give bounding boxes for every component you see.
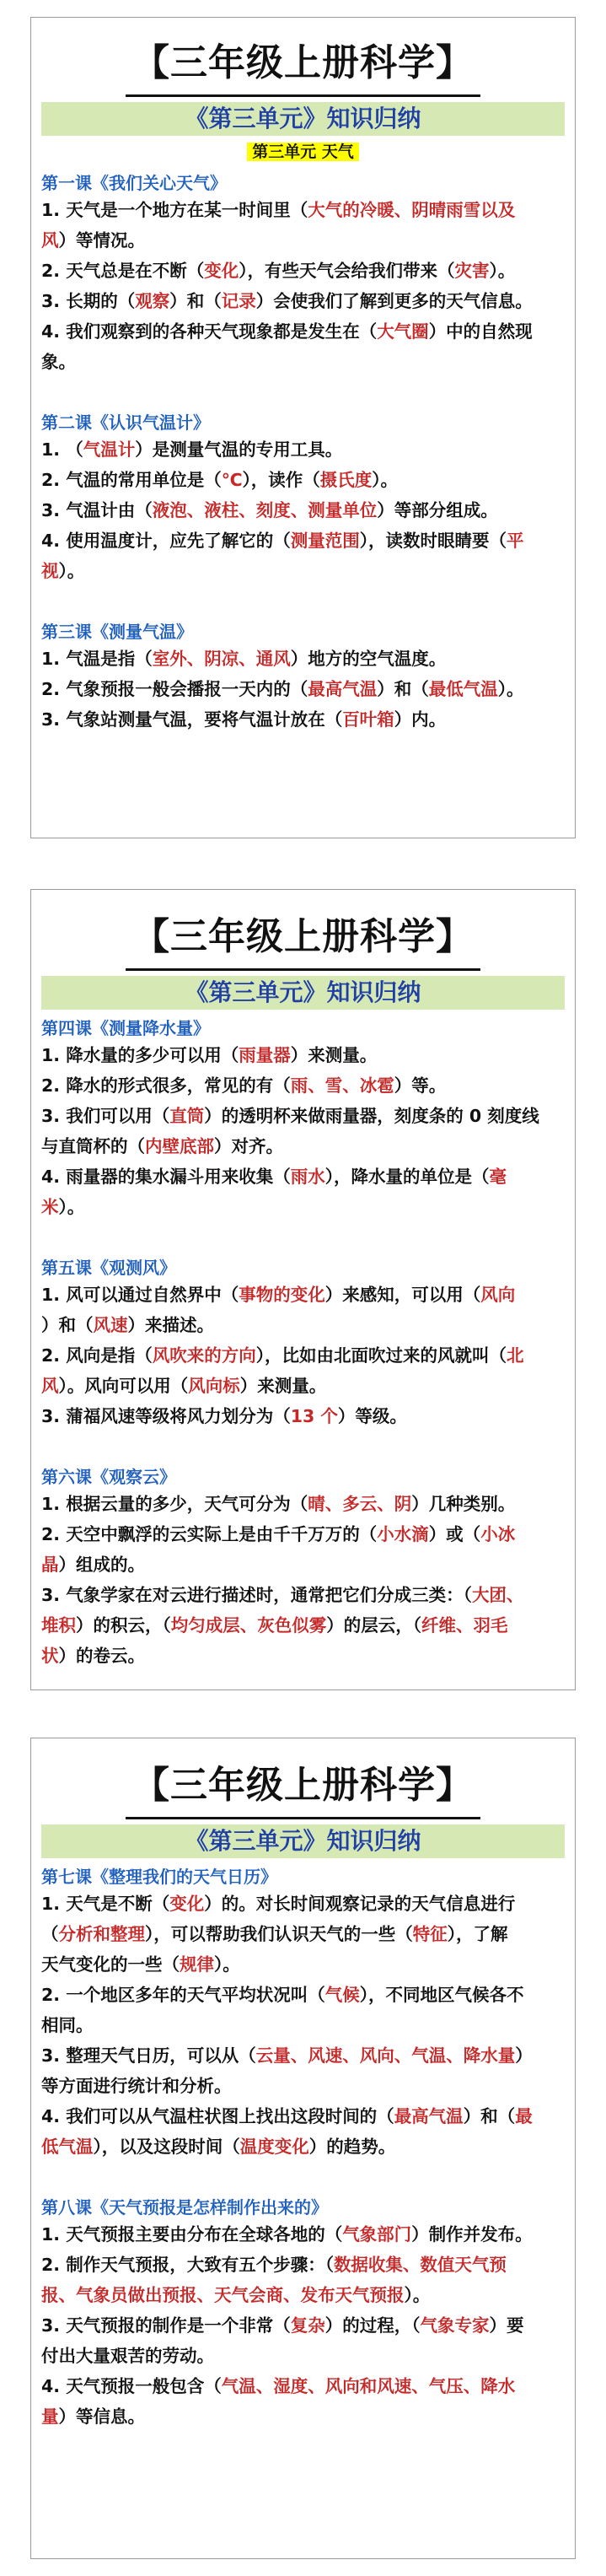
statement-text: ）等情况。 xyxy=(58,230,145,251)
knowledge-line xyxy=(41,2071,565,2101)
statement-text: ）的趋势。 xyxy=(308,2137,396,2157)
knowledge-line xyxy=(41,1101,565,1131)
statement-text: ）来描述。 xyxy=(127,1315,214,1335)
statement-text: ）。 xyxy=(497,679,524,699)
unit-badge: 第三单元 天气 xyxy=(41,139,565,164)
knowledge-line xyxy=(41,674,565,704)
statement-text: 2. 制作天气预报，大致有五个步骤：（ xyxy=(41,2255,334,2275)
knowledge-line xyxy=(41,2310,565,2341)
knowledge-line xyxy=(41,316,565,347)
statement-text: 2. 气象预报一般会播报一天内的（ xyxy=(41,679,308,699)
statement-text: 2. 天空中飘浮的云实际上是由千千万万的（ xyxy=(41,1524,378,1544)
statement-text: 1. （ xyxy=(41,439,83,460)
statement-text: ）等级。 xyxy=(337,1406,407,1426)
statement-text: ）要 xyxy=(489,2315,524,2336)
knowledge-line xyxy=(41,1519,565,1549)
statement-text: 3. 气象站测量气温，要将气温计放在（ xyxy=(41,709,343,730)
answer-text: 晶 xyxy=(41,1555,59,1575)
answer-text: 小冰 xyxy=(480,1524,516,1544)
statement-text: ）的卷云。 xyxy=(58,1646,145,1666)
answer-text: 内壁底部 xyxy=(145,1136,214,1156)
knowledge-line xyxy=(41,1070,565,1101)
answer-text: 低气温 xyxy=(41,2137,94,2157)
answer-text: 气候 xyxy=(324,1985,360,2005)
knowledge-line xyxy=(41,434,565,465)
statement-text: ）。 xyxy=(489,261,516,281)
statement-text: ），比如由北面吹过来的风就叫（ xyxy=(255,1345,507,1366)
knowledge-line xyxy=(41,2401,565,2432)
knowledge-line xyxy=(41,1889,565,1919)
answer-text: 测量范围 xyxy=(290,531,360,551)
answer-text: 风速 xyxy=(93,1315,128,1335)
statement-text: ）的透明杯来做雨量器，刻度条的 0 刻度线 xyxy=(204,1106,539,1126)
statement-text: ）和（ xyxy=(41,1315,94,1335)
answer-text: 室外、阴凉、通风 xyxy=(152,649,291,669)
statement-text: 2. 风向是指（ xyxy=(41,1345,153,1366)
statement-text: 4. 我们观察到的各种天气现象都是发生在（ xyxy=(41,321,378,342)
answer-text: 特征 xyxy=(412,1924,448,1944)
answer-text: 气温计 xyxy=(83,439,136,460)
answer-text: 变化 xyxy=(169,1894,205,1914)
statement-text: ），以及这段时间（ xyxy=(93,2137,240,2157)
page-2 xyxy=(30,889,576,1690)
knowledge-line xyxy=(41,1919,565,1949)
knowledge-line xyxy=(41,1371,565,1401)
statement-text: 与直筒杯的（ xyxy=(41,1136,145,1156)
statement-text: ）对齐。 xyxy=(214,1136,283,1156)
answer-text: 事物的变化 xyxy=(239,1285,325,1305)
statement-text: ），了解 xyxy=(447,1924,508,1944)
knowledge-line xyxy=(41,1580,565,1610)
answer-text: 最 xyxy=(515,2106,533,2126)
knowledge-line xyxy=(41,465,565,495)
statement-text: 1. 天气预报主要由分布在全球各地的（ xyxy=(41,2224,343,2245)
page-subtitle: 《第三单元》知识归纳 xyxy=(41,1824,565,1858)
statement-text: 4. 天气预报一般包含（ xyxy=(41,2376,222,2396)
statement-text: 相同。 xyxy=(41,2015,94,2035)
statement-text: 付出大量艰苦的劳动。 xyxy=(41,2346,214,2366)
statement-text: ）。 xyxy=(372,470,399,490)
knowledge-line xyxy=(41,1489,565,1519)
statement-text: ）等。 xyxy=(394,1075,447,1096)
statement-text: 3. 天气预报的制作是一个非常（ xyxy=(41,2315,291,2336)
answer-text: 量 xyxy=(41,2406,59,2427)
knowledge-line xyxy=(41,1641,565,1671)
statement-text: ）地方的空气温度。 xyxy=(290,649,447,669)
answer-text: 分析和整理 xyxy=(58,1924,145,1944)
knowledge-line xyxy=(41,1040,565,1070)
knowledge-line xyxy=(41,495,565,525)
statement-text: ）中的自然现 xyxy=(428,321,533,342)
knowledge-line xyxy=(41,1310,565,1340)
statement-text: ），降水量的单位是（ xyxy=(324,1167,490,1187)
answer-text: 米 xyxy=(41,1197,59,1217)
statement-text: 2. 气温的常用单位是（ xyxy=(41,470,222,490)
statement-text: ）的过程，（ xyxy=(324,2315,421,2336)
answer-text: 云量、风速、风向、气温、降水量 xyxy=(255,2045,516,2066)
knowledge-line xyxy=(41,256,565,286)
lesson-heading: 第七课《整理我们的天气日历》 xyxy=(41,1867,277,1887)
knowledge-line xyxy=(41,644,565,674)
knowledge-line xyxy=(41,704,565,735)
lesson-heading: 第二课《认识气温计》 xyxy=(41,412,210,433)
statement-text: 1. 气温是指（ xyxy=(41,649,153,669)
answer-text: 报、气象员做出预报、天气会商、发布天气预报 xyxy=(41,2285,405,2305)
knowledge-line xyxy=(41,2371,565,2401)
answer-text: 毫 xyxy=(489,1167,507,1187)
knowledge-line xyxy=(41,1340,565,1371)
page-subtitle: 《第三单元》知识归纳 xyxy=(41,102,565,136)
knowledge-line xyxy=(41,1980,565,2010)
answer-text: 风向标 xyxy=(188,1376,240,1396)
answer-text: 状 xyxy=(41,1646,59,1666)
statement-text: ）制作并发布。 xyxy=(411,2224,533,2245)
page-subtitle: 《第三单元》知识归纳 xyxy=(41,976,565,1010)
knowledge-line xyxy=(41,2250,565,2280)
statement-text: 1. 天气是一个地方在某一时间里（ xyxy=(41,200,308,220)
knowledge-line xyxy=(41,2131,565,2162)
answer-text: 最高气温 xyxy=(394,2106,464,2126)
answer-text: 最高气温 xyxy=(308,679,378,699)
answer-text: 摄氏度 xyxy=(319,470,373,490)
answer-text: ℃ xyxy=(221,470,243,490)
lesson-heading: 第四课《测量降水量》 xyxy=(41,1018,210,1038)
statement-text: 1. 降水量的多少可以用（ xyxy=(41,1045,239,1065)
answer-text: 平 xyxy=(506,531,524,551)
statement-text: 4. 我们可以从气温柱状图上找出这段时间的（ xyxy=(41,2106,394,2126)
statement-text: ）等部分组成。 xyxy=(377,500,498,520)
answer-text: 13 个 xyxy=(290,1406,338,1426)
statement-text: （ xyxy=(41,1924,59,1944)
answer-text: 规律 xyxy=(180,1954,214,1975)
lesson-heading: 第三课《测量气温》 xyxy=(41,622,193,642)
statement-text: 4. 雨量器的集水漏斗用来收集（ xyxy=(41,1167,291,1187)
statement-text: 3. 长期的（ xyxy=(41,291,136,311)
statement-text: 2. 一个地区多年的天气平均状况叫（ xyxy=(41,1985,325,2005)
statement-text: ）的层云，（ xyxy=(326,1615,421,1636)
answer-text: 气象部门 xyxy=(342,2224,412,2245)
answer-text: 晴、多云、阴 xyxy=(308,1494,412,1514)
statement-text: ）几种类别。 xyxy=(411,1494,516,1514)
knowledge-line xyxy=(41,2101,565,2131)
knowledge-line xyxy=(41,1949,565,1980)
statement-text: ）。 xyxy=(58,561,85,581)
answer-text: 百叶箱 xyxy=(342,709,394,730)
statement-text: 1. 根据云量的多少，天气可分为（ xyxy=(41,1494,308,1514)
knowledge-line xyxy=(41,525,565,556)
statement-text: ）来测量。 xyxy=(290,1045,378,1065)
answer-text: 小水滴 xyxy=(377,1524,429,1544)
lesson-heading: 第一课《我们关心天气》 xyxy=(41,173,227,193)
statement-text: 象。 xyxy=(41,352,76,372)
knowledge-line xyxy=(41,1161,565,1192)
statement-text: ）。 xyxy=(214,1954,240,1975)
statement-text: ） xyxy=(515,2045,533,2066)
page-title: 【三年级上册科学】 xyxy=(41,913,565,964)
page-title: 【三年级上册科学】 xyxy=(41,40,565,90)
statement-text: ）。 xyxy=(58,1197,85,1217)
answer-text: 气象专家 xyxy=(420,2315,490,2336)
page-3 xyxy=(30,1738,576,2559)
statement-text: ）或（ xyxy=(428,1524,481,1544)
answer-text: 最低气温 xyxy=(428,679,498,699)
answer-text: 大气圈 xyxy=(377,321,429,342)
answer-text: 雨、雪、冰雹 xyxy=(290,1075,394,1096)
knowledge-line xyxy=(41,286,565,316)
knowledge-line xyxy=(41,1280,565,1310)
statement-text: ）和（ xyxy=(463,2106,516,2126)
knowledge-line xyxy=(41,1192,565,1222)
page-title: 【三年级上册科学】 xyxy=(41,1762,565,1813)
statement-text: ）是测量气温的专用工具。 xyxy=(135,439,343,460)
statement-text: ）等信息。 xyxy=(58,2406,145,2427)
answer-text: 记录 xyxy=(221,291,256,311)
lesson-heading: 第五课《观测风》 xyxy=(41,1258,176,1278)
statement-text: ）。风向可以用（ xyxy=(58,1376,189,1396)
statement-text: ），有些天气会给我们带来（ xyxy=(239,261,455,281)
answer-text: 堆积 xyxy=(41,1615,76,1636)
answer-text: 液泡、液柱、刻度、测量单位 xyxy=(152,500,378,520)
statement-text: ）来测量。 xyxy=(239,1376,327,1396)
statement-text: ）会使我们了解到更多的天气信息。 xyxy=(255,291,533,311)
answer-text: 风吹来的方向 xyxy=(152,1345,256,1366)
page-1 xyxy=(30,17,576,838)
statement-text: 1. 风可以通过自然界中（ xyxy=(41,1285,239,1305)
knowledge-line xyxy=(41,195,565,225)
answer-text: 风 xyxy=(41,230,59,251)
answer-text: 温度变化 xyxy=(239,2137,309,2157)
answer-text: 纤维、羽毛 xyxy=(421,1615,508,1636)
statement-text: 1. 天气是不断（ xyxy=(41,1894,170,1914)
answer-text: 灾害 xyxy=(454,261,490,281)
answer-text: 复杂 xyxy=(290,2315,325,2336)
statement-text: 3. 我们可以用（ xyxy=(41,1106,170,1126)
knowledge-line xyxy=(41,1131,565,1161)
knowledge-line xyxy=(41,2010,565,2040)
statement-text: 4. 使用温度计，应先了解它的（ xyxy=(41,531,291,551)
answer-text: 雨量器 xyxy=(239,1045,291,1065)
knowledge-line xyxy=(41,1401,565,1431)
answer-text: 视 xyxy=(41,561,59,581)
statement-text: 等方面进行统计和分析。 xyxy=(41,2076,232,2096)
knowledge-line xyxy=(41,556,565,586)
statement-text: 2. 天气总是在不断（ xyxy=(41,261,205,281)
answer-text: 雨水 xyxy=(290,1167,325,1187)
answer-text: 风 xyxy=(41,1376,59,1396)
statement-text: 3. 蒲福风速等级将风力划分为（ xyxy=(41,1406,291,1426)
lesson-heading: 第八课《天气预报是怎样制作出来的》 xyxy=(41,2197,328,2218)
answer-text: 变化 xyxy=(204,261,239,281)
answer-text: 风向 xyxy=(480,1285,516,1305)
statement-text: ）的积云，（ xyxy=(76,1615,171,1636)
answer-text: 大气的冷暖、阴晴雨雪以及 xyxy=(308,200,516,220)
statement-text: ），可以帮助我们认识天气的一些（ xyxy=(145,1924,413,1944)
knowledge-line xyxy=(41,2341,565,2371)
statement-text: 3. 整理天气日历，可以从（ xyxy=(41,2045,256,2066)
answer-text: 大团、 xyxy=(471,1585,524,1605)
statement-text: ），不同地区气候各不 xyxy=(359,1985,524,2005)
answer-text: 气温、湿度、风向和风速、气压、降水 xyxy=(221,2376,516,2396)
knowledge-line xyxy=(41,2280,565,2310)
knowledge-line xyxy=(41,2219,565,2250)
lesson-heading: 第六课《观察云》 xyxy=(41,1467,176,1487)
statement-text: 3. 气温计由（ xyxy=(41,500,153,520)
answer-text: 直筒 xyxy=(169,1106,205,1126)
statement-text: ）内。 xyxy=(394,709,447,730)
knowledge-line xyxy=(41,1610,565,1641)
statement-text: ），读数时眼睛要（ xyxy=(359,531,507,551)
knowledge-line xyxy=(41,225,565,256)
statement-text: ）来感知，可以用（ xyxy=(324,1285,481,1305)
knowledge-line xyxy=(41,347,565,377)
statement-text: 天气变化的一些（ xyxy=(41,1954,180,1975)
answer-text: 均匀成层、灰色似雾 xyxy=(170,1615,327,1636)
statement-text: 2. 降水的形式很多，常见的有（ xyxy=(41,1075,291,1096)
answer-text: 北 xyxy=(506,1345,524,1366)
answer-text: 观察 xyxy=(135,291,170,311)
statement-text: ）的。对长时间观察记录的天气信息进行 xyxy=(204,1894,516,1914)
statement-text: ）和（ xyxy=(377,679,429,699)
statement-text: ）组成的。 xyxy=(58,1555,145,1575)
statement-text: ）和（ xyxy=(169,291,222,311)
answer-text: 数据收集、数值天气预 xyxy=(333,2255,507,2275)
knowledge-line xyxy=(41,1549,565,1580)
statement-text: ），读作（ xyxy=(242,470,320,490)
statement-text: ）。 xyxy=(404,2285,431,2305)
statement-text: 3. 气象学家在对云进行描述时，通常把它们分成三类：（ xyxy=(41,1585,472,1605)
knowledge-line xyxy=(41,2040,565,2071)
